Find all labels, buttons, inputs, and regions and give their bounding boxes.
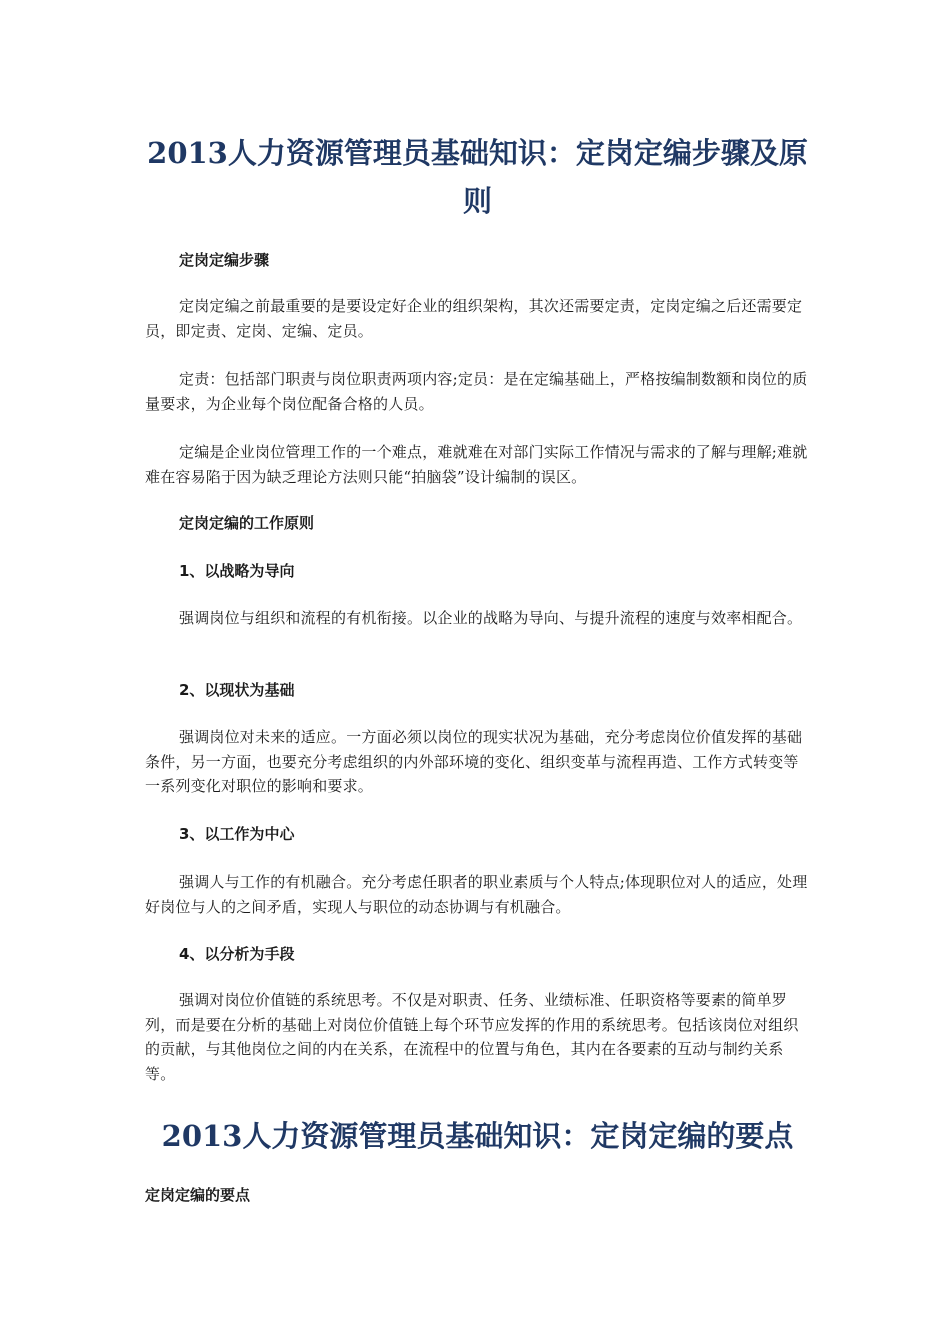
heading-principle-3: 3、以工作为中心: [179, 825, 295, 843]
heading-steps: 定岗定编步骤: [179, 251, 270, 269]
document-title: 2013人力资源管理员基础知识：定岗定编步骤及原则: [147, 136, 808, 218]
paragraph-principle-3: 强调人与工作的有机融合。充分考虑任职者的职业素质与个人特点;体现职位对人的适应，处理好岗位与人的之间矛盾，实现人与职位的动态协调与有机融合。: [145, 873, 808, 916]
paragraph-principle-4: 强调对岗位价值链的系统思考。不仅是对职责、任务、业绩标准、任职资格等要素的简单罗列，而是要在分析的基础上对岗位价值链上每个环节应发挥的作用的系统思考。包括该岗位对组织的贡献，与其他岗位之间的内在关系，在流程中的位置与角色，其内在各要素的互动与制约关系等。: [145, 991, 799, 1083]
heading-principle-2: 2、以现状为基础: [179, 681, 295, 699]
document-title-2: 2013人力资源管理员基础知识：定岗定编的要点: [161, 1119, 794, 1153]
paragraph-principle-1: 强调岗位与组织和流程的有机衔接。以企业的战略为导向、与提升流程的速度与效率相配合。: [179, 609, 803, 627]
heading-principle-1: 1、以战略为导向: [179, 562, 295, 580]
paragraph-principle-2: 强调岗位对未来的适应。一方面必须以岗位的现实状况为基础，充分考虑岗位价值发挥的基础条件，另一方面，也要充分考虑组织的内外部环境的变化、组织变革与流程再造、工作方式转变等一系列变化对职位的影响和要求。: [145, 728, 803, 795]
paragraph-steps-intro: 定岗定编之前最重要的是要设定好企业的组织架构，其次还需要定责，定岗定编之后还需要定员，即定责、定岗、定编、定员。: [145, 297, 803, 340]
heading-principles: 定岗定编的工作原则: [179, 514, 315, 532]
paragraph-staffing-difficulty: 定编是企业岗位管理工作的一个难点，难就难在对部门实际工作情况与需求的了解与理解;难就难在容易陷于因为缺乏理论方法则只能“拍脑袋”设计编制的误区。: [145, 443, 808, 486]
paragraph-define-duties: 定责：包括部门职责与岗位职责两项内容;定员：是在定编基础上，严格按编制数额和岗位的质量要求，为企业每个岗位配备合格的人员。: [145, 370, 808, 413]
heading-principle-4: 4、以分析为手段: [179, 945, 295, 963]
heading-key-points: 定岗定编的要点: [145, 1186, 251, 1204]
